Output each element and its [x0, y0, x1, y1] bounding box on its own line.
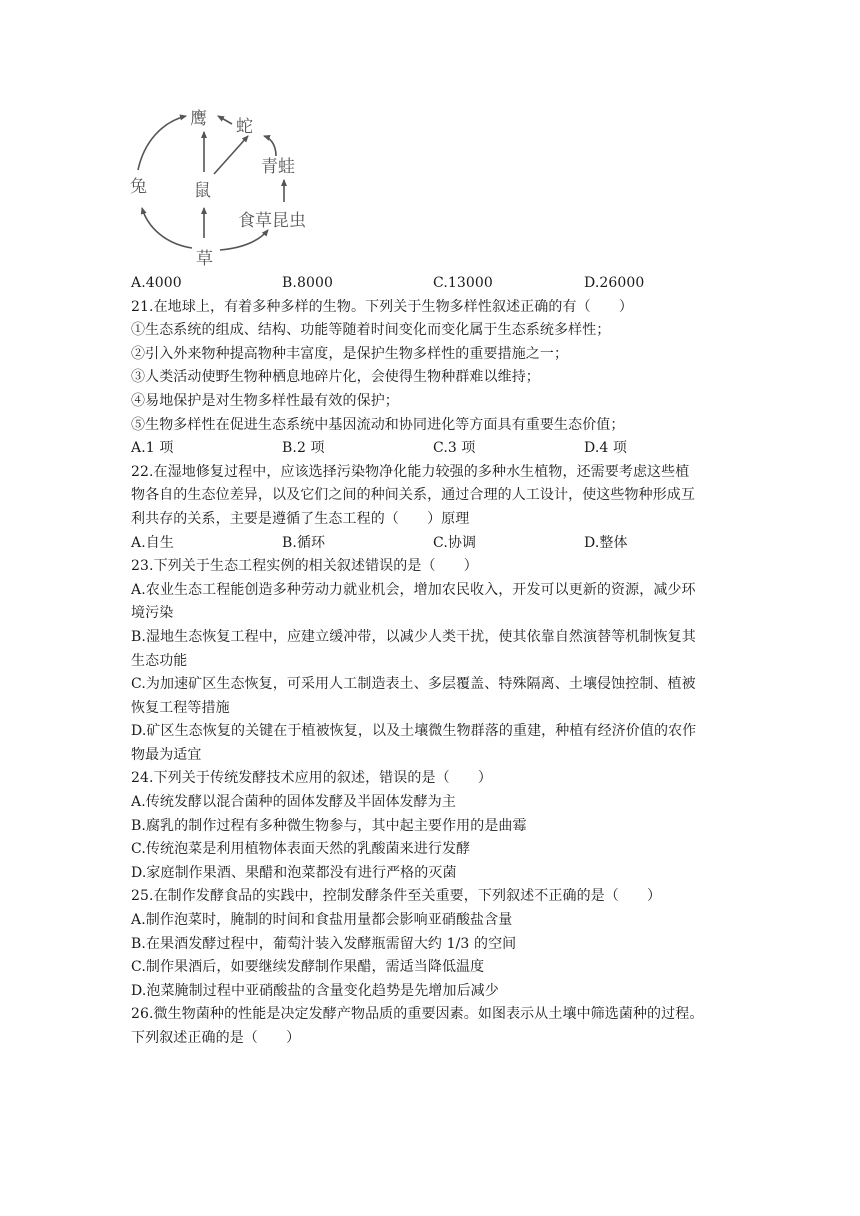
node-snake: 蛇	[236, 117, 253, 137]
node-grass: 草	[196, 249, 213, 269]
q23-line: 生态功能	[131, 652, 188, 669]
arrow-grass-to-insect	[220, 230, 268, 250]
q24-option-d: D.家庭制作果酒、果醋和泡菜都没有进行严格的灭菌	[131, 864, 457, 881]
q21-item-1: ①生态系统的组成、结构、功能等随着时间变化而变化属于生态系统多样性；	[131, 322, 611, 339]
arrow-frog-to-snake	[264, 136, 276, 156]
q21-item-5: ⑤生物多样性在促进生态系统中基因流动和协同进化等方面具有重要生态价值；	[131, 416, 625, 433]
food-web-diagram	[118, 96, 328, 274]
q23-line: C.为加速矿区生态恢复，可采用人工制造表土、多层覆盖、特殊隔离、土壤侵蚀控制、植被	[131, 676, 696, 693]
q24-option-a: A.传统发酵以混合菌种的固体发酵及半固体发酵为主	[131, 794, 456, 811]
q24-option-b: B.腐乳的制作过程有多种微生物参与，其中起主要作用的是曲霉	[131, 817, 527, 834]
q22-options	[131, 532, 731, 556]
q22-stem-line-1: 22.在湿地修复过程中，应该选择污染物净化能力较强的多种水生植物，还需要考虑这些植	[131, 463, 690, 480]
node-eagle: 鹰	[190, 109, 207, 129]
q22-stem-line-3: 利共存的关系，主要是遵循了生态工程的（ ）原理	[131, 510, 470, 527]
q22-option-a: A.自生	[131, 534, 174, 551]
q25-option-d: D.泡菜腌制过程中亚硝酸盐的含量变化趋势是先增加后减少	[131, 982, 499, 999]
q23-line: B.湿地生态恢复工程中，应建立缓冲带，以减少人类干扰，使其依靠自然演替等机制恢复其	[131, 628, 696, 645]
q23-line: 恢复工程等措施	[131, 699, 230, 716]
q21-options	[131, 437, 731, 461]
node-frog: 青蛙	[261, 157, 295, 177]
arrow-rabbit-to-eagle	[138, 116, 186, 170]
node-insect: 食草昆虫	[238, 211, 306, 231]
q23-line: 物最为适宜	[131, 746, 202, 763]
q25-option-c: C.制作果酒后，如要继续发酵制作果醋，需适当降低温度	[131, 959, 485, 976]
q23-stem: 23.下列关于生态工程实例的相关叙述错误的是（ ）	[131, 558, 478, 575]
q20-options	[131, 272, 731, 296]
q22-stem-line-2: 物各自的生态位差异，以及它们之间的种间关系，通过合理的人工设计，使这些物种形成互	[131, 487, 695, 504]
q22-option-b: B.循环	[282, 534, 326, 551]
q20-option-d: D.26000	[584, 275, 645, 291]
q25-option-a: A.制作泡菜时，腌制的时间和食盐用量都会影响亚硝酸盐含量	[131, 912, 513, 929]
node-mouse: 鼠	[194, 181, 211, 201]
arrow-snake-to-eagle	[218, 116, 232, 124]
q25-stem: 25.在制作发酵食品的实践中，控制发酵条件至关重要，下列叙述不正确的是（ ）	[131, 888, 662, 905]
q26-stem-line-2: 下列叙述正确的是（ ）	[131, 1030, 301, 1046]
q23-line: A.农业生态工程能创造多种劳动力就业机会，增加农民收入，开发可以更新的资源，减少环	[131, 581, 696, 598]
q26-stem-line-1: 26.微生物菌种的性能是决定发酵产物品质的重要因素。如图表示从土壤中筛选菌种的过程。	[131, 1006, 704, 1023]
q21-option-d: D.4 项	[584, 440, 628, 457]
q21-stem: 21.在地球上，有着多种多样的生物。下列关于生物多样性叙述正确的有（ ）	[131, 298, 633, 315]
q20-option-a: A.4000	[131, 275, 182, 291]
node-rabbit: 兔	[130, 177, 147, 197]
q20-option-b: B.8000	[282, 275, 333, 291]
q23-line: D.矿区生态恢复的关键在于植被恢复，以及土壤微生物群落的重建，种植有经济价值的农作	[131, 723, 697, 740]
q22-option-c: C.协调	[433, 534, 477, 551]
q21-option-b: B.2 项	[282, 440, 325, 457]
question-list	[131, 272, 731, 1051]
q25-option-b: B.在果酒发酵过程中，葡萄汁装入发酵瓶需留大约 1/3 的空间	[131, 935, 517, 952]
q21-option-c: C.3 项	[433, 440, 476, 457]
q21-item-4: ④易地保护是对生物多样性最有效的保护；	[131, 392, 399, 409]
q21-item-2: ②引入外来物种提高物种丰富度，是保护生物多样性的重要措施之一；	[131, 345, 569, 362]
q24-stem: 24.下列关于传统发酵技术应用的叙述，错误的是（ ）	[131, 770, 492, 787]
q21-option-a: A.1 项	[131, 440, 174, 457]
q24-option-c: C.传统泡菜是利用植物体表面天然的乳酸菌来进行发酵	[131, 841, 471, 858]
q22-option-d: D.整体	[584, 534, 628, 551]
q23-line: 境污染	[131, 605, 174, 622]
arrow-mouse-to-snake	[214, 136, 248, 174]
arrow-grass-to-rabbit	[142, 208, 192, 248]
q20-option-c: C.13000	[433, 275, 493, 291]
q21-item-3: ③人类活动使野生物种栖息地碎片化，会使得生物种群难以维持；	[131, 369, 540, 386]
